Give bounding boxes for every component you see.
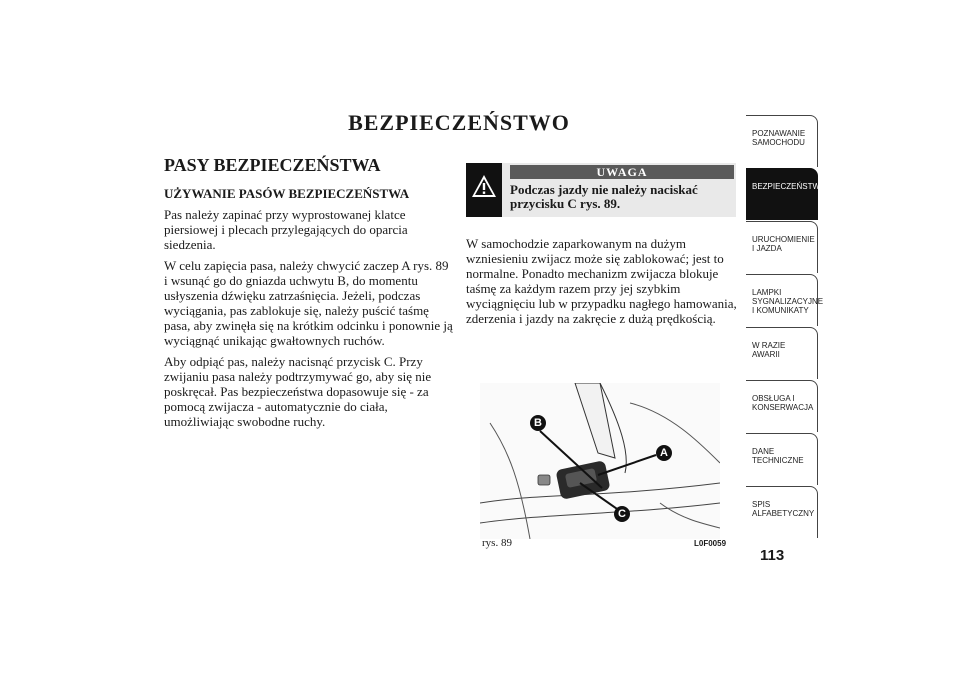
- section-heading: PASY BEZPIECZEŃSTWA: [164, 155, 381, 175]
- page-number: 113: [760, 547, 785, 564]
- warning-box: [466, 163, 736, 217]
- marker-a: A: [656, 445, 672, 461]
- warning-icon-panel: [466, 163, 502, 217]
- tab-uruchomienie-i-jazda[interactable]: URUCHOMIENIE I JAZDA: [746, 221, 818, 273]
- tab-bezpieczenstwo[interactable]: BEZPIECZEŃSTWO: [746, 168, 818, 220]
- figure-caption: rys. 89: [482, 537, 512, 549]
- marker-b: B: [530, 415, 546, 431]
- tab-obsluga-i-konserwacja[interactable]: OBSŁUGA I KONSERWACJA: [746, 380, 818, 432]
- left-column: [164, 207, 454, 435]
- tab-lampki-sygnalizacyjne[interactable]: LAMPKI SYGNALIZACYJNE I KOMUNIKATY: [746, 274, 818, 326]
- figure-code: L0F0059: [694, 539, 727, 548]
- warning-text: Podczas jazdy nie należy naciskać przycisku C rys. 89.: [510, 182, 698, 211]
- tab-spis-alfabetyczny[interactable]: SPIS ALFABETYCZNY: [746, 486, 818, 538]
- warning-label: UWAGA: [510, 165, 734, 179]
- seatbelt-illustration: [480, 383, 720, 539]
- tab-dane-techniczne[interactable]: DANE TECHNICZNE: [746, 433, 818, 485]
- chapter-sidebar: [746, 115, 827, 539]
- paragraph: W celu zapięcia pasa, należy chwycić zaczep A rys. 89 i wsunąć go do gniazda uchwytu B, do momentu usłyszenia dźwięku zatrzaśnięcia. Jeżeli, podczas wyciągania, pas zablokuje się, należy puścić taśmę pasa, aby zwinęła się na krótkim odcinku i ponownie ją wyciągnąć unikając gwałtownych ruchów.: [164, 258, 453, 348]
- tab-poznawanie-samochodu[interactable]: POZNAWANIE SAMOCHODU: [746, 115, 818, 167]
- warning-triangle-icon: [470, 173, 498, 199]
- paragraph: Pas należy zapinać przy wyprostowanej klatce piersiowej i plecach przylegających do oparcia siedzenia.: [164, 207, 408, 252]
- page-title: BEZPIECZEŃSTWO: [348, 110, 570, 135]
- tab-w-razie-awarii[interactable]: W RAZIE AWARII: [746, 327, 818, 379]
- figure-seatbelt-buckle: [480, 383, 720, 539]
- paragraph: Aby odpiąć pas, należy nacisnąć przycisk C. Przy zwijaniu pasa należy podtrzymywać go, aby się nie poskręcał. Pas bezpieczeństwa dopasowuje się - za pomocą zwijacza - automatycznie do ciała, umożliwiając swobodne ruchy.: [164, 354, 432, 429]
- marker-c: C: [614, 506, 630, 522]
- section-subheading: UŻYWANIE PASÓW BEZPIECZEŃSTWA: [164, 186, 410, 201]
- right-paragraph: W samochodzie zaparkowanym na dużym wzniesieniu zwijacz może się zablokować; jest to normalne. Ponadto mechanizm zwijacza blokuje taśmę za każdym razem przy jej szybkim wyciągnięciu lub w przypadku nagłego hamowania, zderzenia i jazdy na zakręcie z dużą prędkością.: [466, 236, 737, 326]
